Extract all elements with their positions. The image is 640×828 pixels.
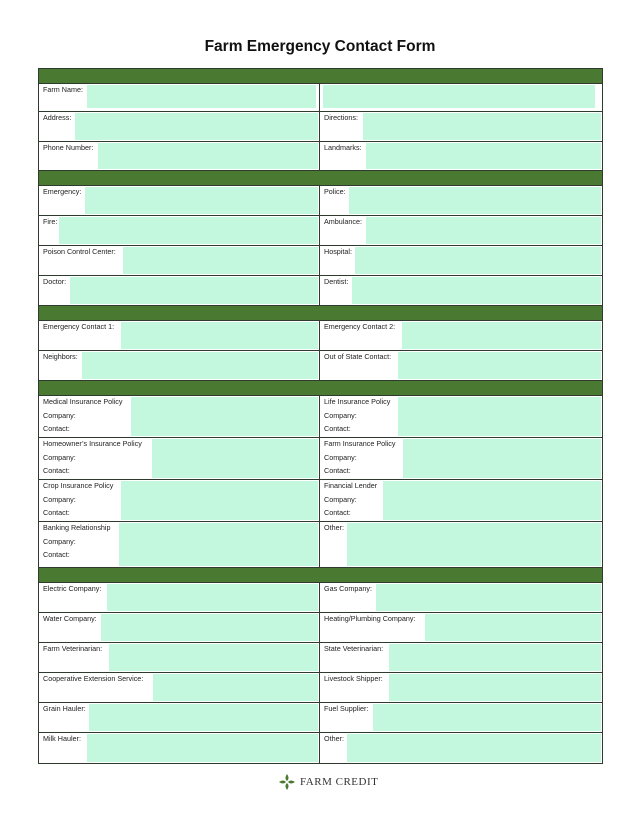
farm-name-cont-cell — [320, 84, 602, 111]
footer-logo — [278, 773, 378, 791]
gas-company-label: Gas Company: — [324, 584, 372, 593]
state-veterinarian-field[interactable] — [389, 644, 601, 671]
heating-plumbing-field[interactable] — [425, 614, 601, 641]
company-label: Company: — [43, 411, 76, 420]
homeowner-insurance-field[interactable] — [152, 439, 318, 478]
form-row — [39, 216, 602, 246]
water-company-field[interactable] — [101, 614, 318, 641]
milk-hauler-field[interactable] — [87, 734, 318, 762]
contact-label: Contact: — [43, 466, 70, 475]
extension-service-label: Cooperative Extension Service: — [43, 674, 144, 683]
fire-label: Fire: — [43, 217, 58, 226]
form-row — [39, 480, 602, 522]
form-row — [39, 246, 602, 276]
farm-veterinarian-label: Farm Veterinarian: — [43, 644, 103, 653]
crop-insurance-field[interactable] — [121, 481, 318, 520]
company-label: Company: — [324, 495, 357, 504]
homeowner-insurance-label: Homeowner’s Insurance Policy — [43, 439, 142, 448]
neighbors-field[interactable] — [82, 352, 318, 379]
water-company-label: Water Company: — [43, 614, 97, 623]
phone-field[interactable] — [98, 143, 318, 169]
hospital-label: Hospital: — [324, 247, 352, 256]
section-band-contacts — [39, 306, 602, 321]
out-of-state-field[interactable] — [398, 352, 601, 379]
poison-control-label: Poison Control Center: — [43, 247, 116, 256]
neighbors-label: Neighbors: — [43, 352, 78, 361]
landmarks-label: Landmarks: — [324, 143, 362, 152]
crop-insurance-label: Crop Insurance Policy — [43, 481, 114, 490]
fuel-supplier-field[interactable] — [373, 704, 601, 731]
poison-control-field[interactable] — [123, 247, 318, 274]
directions-label: Directions: — [324, 113, 358, 122]
police-label: Police: — [324, 187, 346, 196]
grain-hauler-label: Grain Hauler: — [43, 704, 86, 713]
other-service-field[interactable] — [347, 734, 601, 762]
contact-label: Contact: — [43, 508, 70, 517]
extension-service-field[interactable] — [153, 674, 318, 701]
emergency-contact-1-label: Emergency Contact 1: — [43, 322, 115, 331]
form-row — [39, 84, 602, 112]
state-veterinarian-label: State Veterinarian: — [324, 644, 384, 653]
grain-hauler-field[interactable] — [89, 704, 318, 731]
farm-name-cell — [39, 84, 320, 111]
page-title: Farm Emergency Contact Form — [204, 38, 436, 55]
emergency-label: Emergency: — [43, 187, 82, 196]
form-row — [39, 142, 602, 171]
banking-relationship-label: Banking Relationship — [43, 523, 111, 532]
police-field[interactable] — [349, 187, 601, 214]
section-band-services — [39, 568, 602, 583]
section-band-emergency — [39, 171, 602, 186]
farm-name-field-2[interactable] — [323, 85, 595, 108]
company-label: Company: — [43, 537, 76, 546]
emergency-contact-1-field[interactable] — [121, 322, 318, 349]
other-insurance-field[interactable] — [347, 523, 601, 566]
form-row — [39, 438, 602, 480]
form-row — [39, 673, 602, 703]
financial-lender-field[interactable] — [383, 481, 601, 520]
contact-label: Contact: — [324, 508, 351, 517]
company-label: Company: — [43, 495, 76, 504]
emergency-field[interactable] — [85, 187, 318, 214]
milk-hauler-label: Milk Hauler: — [43, 734, 81, 743]
form-row — [39, 613, 602, 643]
dentist-field[interactable] — [352, 277, 601, 304]
electric-company-label: Electric Company: — [43, 584, 102, 593]
section-band-insurance — [39, 381, 602, 396]
address-field[interactable] — [75, 113, 318, 140]
contact-label: Contact: — [324, 466, 351, 475]
other-service-label: Other: — [324, 734, 344, 743]
farm-insurance-field[interactable] — [403, 439, 601, 478]
emergency-contact-2-field[interactable] — [402, 322, 601, 349]
farm-name-field[interactable] — [87, 85, 316, 108]
company-label: Company: — [324, 411, 357, 420]
landmarks-field[interactable] — [366, 143, 601, 169]
form-row — [39, 112, 602, 142]
phone-label: Phone Number: — [43, 143, 94, 152]
form-row — [39, 321, 602, 351]
livestock-shipper-label: Livestock Shipper: — [324, 674, 383, 683]
farm-name-label: Farm Name: — [43, 85, 83, 94]
heating-plumbing-label: Heating/Plumbing Company: — [324, 614, 416, 623]
dentist-label: Dentist: — [324, 277, 349, 286]
electric-company-field[interactable] — [107, 584, 318, 611]
life-insurance-field[interactable] — [398, 397, 601, 436]
ambulance-label: Ambulance: — [324, 217, 362, 226]
ambulance-field[interactable] — [366, 217, 601, 244]
fuel-supplier-label: Fuel Supplier: — [324, 704, 369, 713]
gas-company-field[interactable] — [376, 584, 601, 611]
company-label: Company: — [43, 453, 76, 462]
hospital-field[interactable] — [355, 247, 601, 274]
farm-credit-leaf-icon — [278, 773, 296, 791]
directions-field[interactable] — [363, 113, 601, 140]
form-row — [39, 733, 602, 764]
form-row — [39, 583, 602, 613]
medical-insurance-label: Medical Insurance Policy — [43, 397, 123, 406]
fire-field[interactable] — [59, 217, 318, 244]
doctor-field[interactable] — [70, 277, 318, 304]
medical-insurance-field[interactable] — [131, 397, 318, 436]
address-label: Address: — [43, 113, 72, 122]
emergency-contact-2-label: Emergency Contact 2: — [324, 322, 396, 331]
livestock-shipper-field[interactable] — [389, 674, 601, 701]
life-insurance-label: Life Insurance Policy — [324, 397, 391, 406]
form-row — [39, 396, 602, 438]
out-of-state-label: Out of State Contact: — [324, 352, 392, 361]
form-row — [39, 522, 602, 568]
farm-insurance-label: Farm Insurance Policy — [324, 439, 396, 448]
form-row — [39, 276, 602, 306]
form-row — [39, 351, 602, 381]
contact-label: Contact: — [43, 550, 70, 559]
section-band-farm-info — [39, 69, 602, 84]
farm-veterinarian-field[interactable] — [109, 644, 318, 671]
other-insurance-label: Other: — [324, 523, 344, 532]
banking-relationship-field[interactable] — [119, 523, 318, 566]
form-row — [39, 703, 602, 733]
contact-label: Contact: — [43, 424, 70, 433]
form-row — [39, 186, 602, 216]
form-row — [39, 643, 602, 673]
company-label: Company: — [324, 453, 357, 462]
contact-label: Contact: — [324, 424, 351, 433]
doctor-label: Doctor: — [43, 277, 67, 286]
brand-text: FARM CREDIT — [300, 776, 379, 788]
contact-form — [38, 68, 603, 764]
financial-lender-label: Financial Lender — [324, 481, 378, 490]
